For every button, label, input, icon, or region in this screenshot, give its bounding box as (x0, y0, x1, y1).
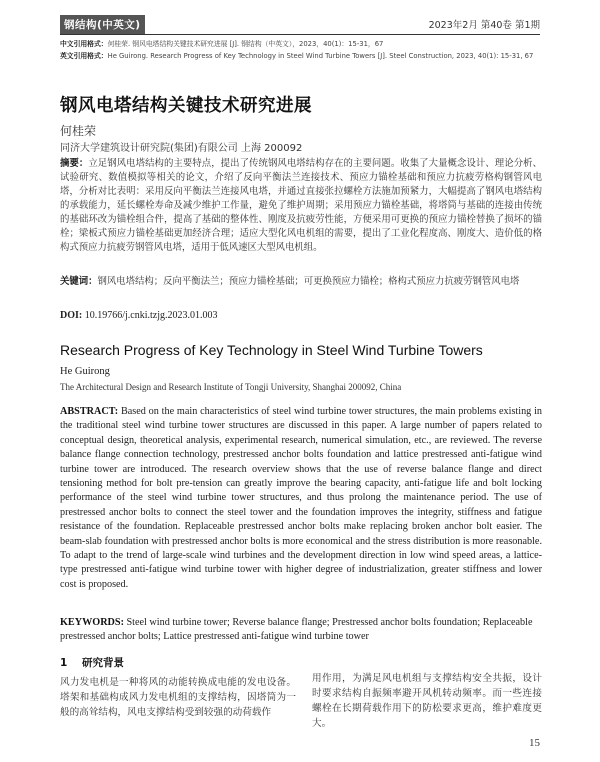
abstract-cn (60, 157, 542, 255)
doi-text[interactable]: 10.19766/j.cnki.tzjg.2023.01.003 (84, 310, 218, 321)
title-en: Research Progress of Key Technology in Steel Wind Turbine Towers (60, 342, 483, 358)
keywords-en (60, 616, 542, 645)
citation-cn-label: 中文引用格式： (60, 40, 108, 48)
keywords-cn-label: 关键词： (60, 276, 98, 287)
abstract-cn-text: 立足钢风电塔结构的主要特点，提出了传统钢风电塔结构存在的主要问题。收集了大量概念设计、理论分析、试验研究、数值模拟等相关的论文，介绍了反向平衡法兰连接技术、预应力锚栓基础和预应力抗疲劳格构钢管风电塔，分析对比表明：采用反向平衡法兰连接风电塔，并通过直接张拉螺栓方法施加预紧力，大幅提高了钢风电塔结构的承载能力，延长螺栓寿命及减少维护工作量，避免了维护周期；采用预应力锚栓基础，将塔筒与基础的连接由传统的基础环改为锚栓组合件，提高了基础的整体性、刚度及抗疲劳性能，方便采用可更换的预应力锚栓替换了损坏的锚栓；梁板式预应力锚栓基础更加经济合理；适应大型化风电机组的需要，提出了工业化程度高、刚度大、造价低的格构式预应力抗疲劳钢管风电塔，适用于低风速区大型风电机组。 (60, 158, 542, 253)
section-heading (60, 655, 296, 670)
section-title: 研究背景 (82, 657, 124, 669)
doi (60, 310, 218, 321)
section-number: 1 (60, 657, 68, 669)
keywords-en-text: Steel wind turbine tower; Reverse balance flange; Prestressed anchor bolts foundation; Replaceable prestressed anchor bolts; Lattice prestressed anti-fatigue wind turbine tower (60, 617, 533, 643)
citation-en-label: 英文引用格式： (60, 52, 108, 60)
affiliation-en: The Architectural Design and Research Institute of Tongji University, Shanghai 200092, China (60, 382, 402, 392)
body-column-right (312, 671, 542, 731)
doi-label: DOI: (60, 310, 83, 321)
body-column-left (60, 655, 296, 720)
abstract-en-text: Based on the main characteristics of steel wind turbine tower structures, the main problems existing in the traditional steel wind turbine tower structures are discussed in this paper. A large number of papers related to conceptual design, theoretical analysis, experimental research, numerical simulation, etc., are reviewed. The reverse balance flange connection technology, prestressed anchor bolts foundation and lattice prestressed anti-fatigue wind turbine tower are introduced. The research overview shows that the use of reverse balance flange and direct tensioning method for bolt pre-tension can greatly improve the bearing capacity, anti-fatigue life and bolt locking performance of the steel wind turbine tower structures, and thus prolong the maintenance period. The use of prestressed anchor bolts to connect the steel tower and the foundation improves the integrity, stiffness and fatigue resistance of the foundation. Replaceable prestressed anchor bolts make replacing broken anchor bolt easier. The beam-slab foundation with prestressed anchor bolts is more economical and the stress distribution is more reasonable. To adapt to the trend of large-scale wind turbines and the development direction in low wind speed areas, a lattice-type prestressed anti-fatigue wind turbine tower with higher degree of industrialization, greater stiffness and lower cost is proposed. (60, 406, 543, 590)
keywords-en-label: KEYWORDS: (60, 617, 124, 628)
page-header (60, 14, 540, 35)
body-paragraph-right: 用作用，为满足风电机组与支撑结构安全共振，设计时要求结构自振频率避开风机转动频率。而一些连接螺栓在长期荷载作用下的防松要求更高，维护难度更大。 (312, 673, 542, 729)
title-cn: 钢风电塔结构关键技术研究进展 (60, 96, 312, 116)
issue-info: 2023年2月 第40卷 第1期 (428, 20, 540, 31)
keywords-cn-text: 钢风电塔结构；反向平衡法兰；预应力锚栓基础；可更换预应力锚栓；格构式预应力抗疲劳钢管风电塔 (97, 276, 520, 287)
body-paragraph-left: 风力发电机是一种将风的动能转换成电能的发电设备。塔架和基础构成风力发电机组的支撑结构，因塔筒为一般的高耸结构，风电支撑结构受到较强的动荷载作 (60, 677, 296, 718)
citation-en (60, 52, 540, 61)
citation-cn (60, 40, 540, 49)
abstract-en-label: ABSTRACT: (60, 406, 119, 417)
page-number: 15 (529, 737, 540, 749)
abstract-en (60, 405, 542, 592)
author-cn: 何桂荣 (60, 124, 97, 138)
keywords-cn (60, 275, 542, 289)
citation-en-text: He Guirong. Research Progress of Key Technology in Steel Wind Turbine Towers [J]. Steel Construction, 2023, 40(1): 15-31, 67 (107, 52, 534, 60)
citation-cn-text: 何桂荣. 钢风电塔结构关键技术研究进展 [J]. 钢结构（中英文），2023，40(1)：15-31，67 (107, 40, 384, 48)
journal-logo: 钢结构(中英文) (60, 15, 145, 34)
abstract-cn-label: 摘要： (60, 158, 89, 169)
affiliation-cn: 同济大学建筑设计研究院(集团)有限公司 上海 200092 (60, 143, 303, 154)
author-en: He Guirong (60, 366, 110, 377)
